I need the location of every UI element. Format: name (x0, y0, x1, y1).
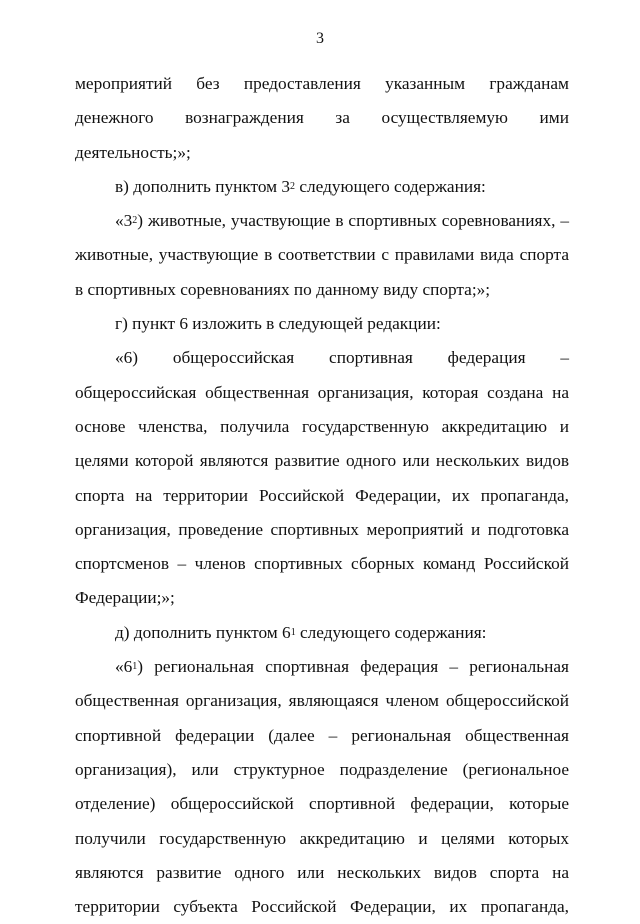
paragraph-item-v-text: в) дополнить пунктом 3 (115, 176, 291, 196)
paragraph-item-v-text-end: следующего содержания: (295, 176, 486, 196)
superscript-2-def: 2 (132, 215, 138, 227)
definition-3-2-start: «3 (115, 211, 133, 231)
superscript-1-def: 1 (132, 661, 138, 673)
paragraph-item-d-text-end: следующего содержания: (295, 622, 487, 642)
paragraph-item-g: г) пункт 6 изложить в следующей редакции: (115, 314, 441, 334)
superscript-1: 1 (290, 626, 296, 638)
paragraph-item-d (75, 616, 569, 650)
superscript-2: 2 (290, 180, 296, 192)
paragraph-definition-6: «6) общероссийская спортивная федерация – общероссийская общественная организация, которая создана на основе членства, получила государственную аккредитацию и целями которой являются развитие одного или нескольких видов спорта на территории Российской Федерации, их пропаганда, организация, проведение спортивных мероприятий и подготовка спортсменов – членов спортивных сборных команд Российской Федерации;»; (75, 348, 569, 608)
definition-3-2-text: ) животные, участвующие в спортивных соревнованиях, – животные, участвующие в соответствии с правилами вида спорта в спортивных соревнованиях по данному виду спорта;»; (75, 211, 569, 299)
document-body (75, 67, 569, 924)
paragraph-item-v (75, 170, 569, 204)
page-number: 3 (316, 30, 324, 47)
definition-6-1-text: ) региональная спортивная федерация – региональная общественная организация, являющаяся членом общероссийской спортивной федерации (далее – региональная общественная организация), или структурное подразделение (региональное отделение) общероссийской спортивной федерации, которые получили государственную аккредитацию и целями которых являются развитие одного или нескольких видов спорта на территории субъекта Российской Федерации, их пропаганда, (75, 657, 569, 917)
paragraph-continuation: мероприятий без предоставления указанным гражданам денежного вознаграждения за осуществляемую ими деятельность;»; (75, 74, 569, 162)
definition-6-1-start: «6 (115, 657, 133, 677)
paragraph-item-d-text: д) дополнить пунктом 6 (115, 622, 291, 642)
paragraph-definition-6-1 (75, 650, 569, 924)
paragraph-definition-3-2 (75, 204, 569, 307)
